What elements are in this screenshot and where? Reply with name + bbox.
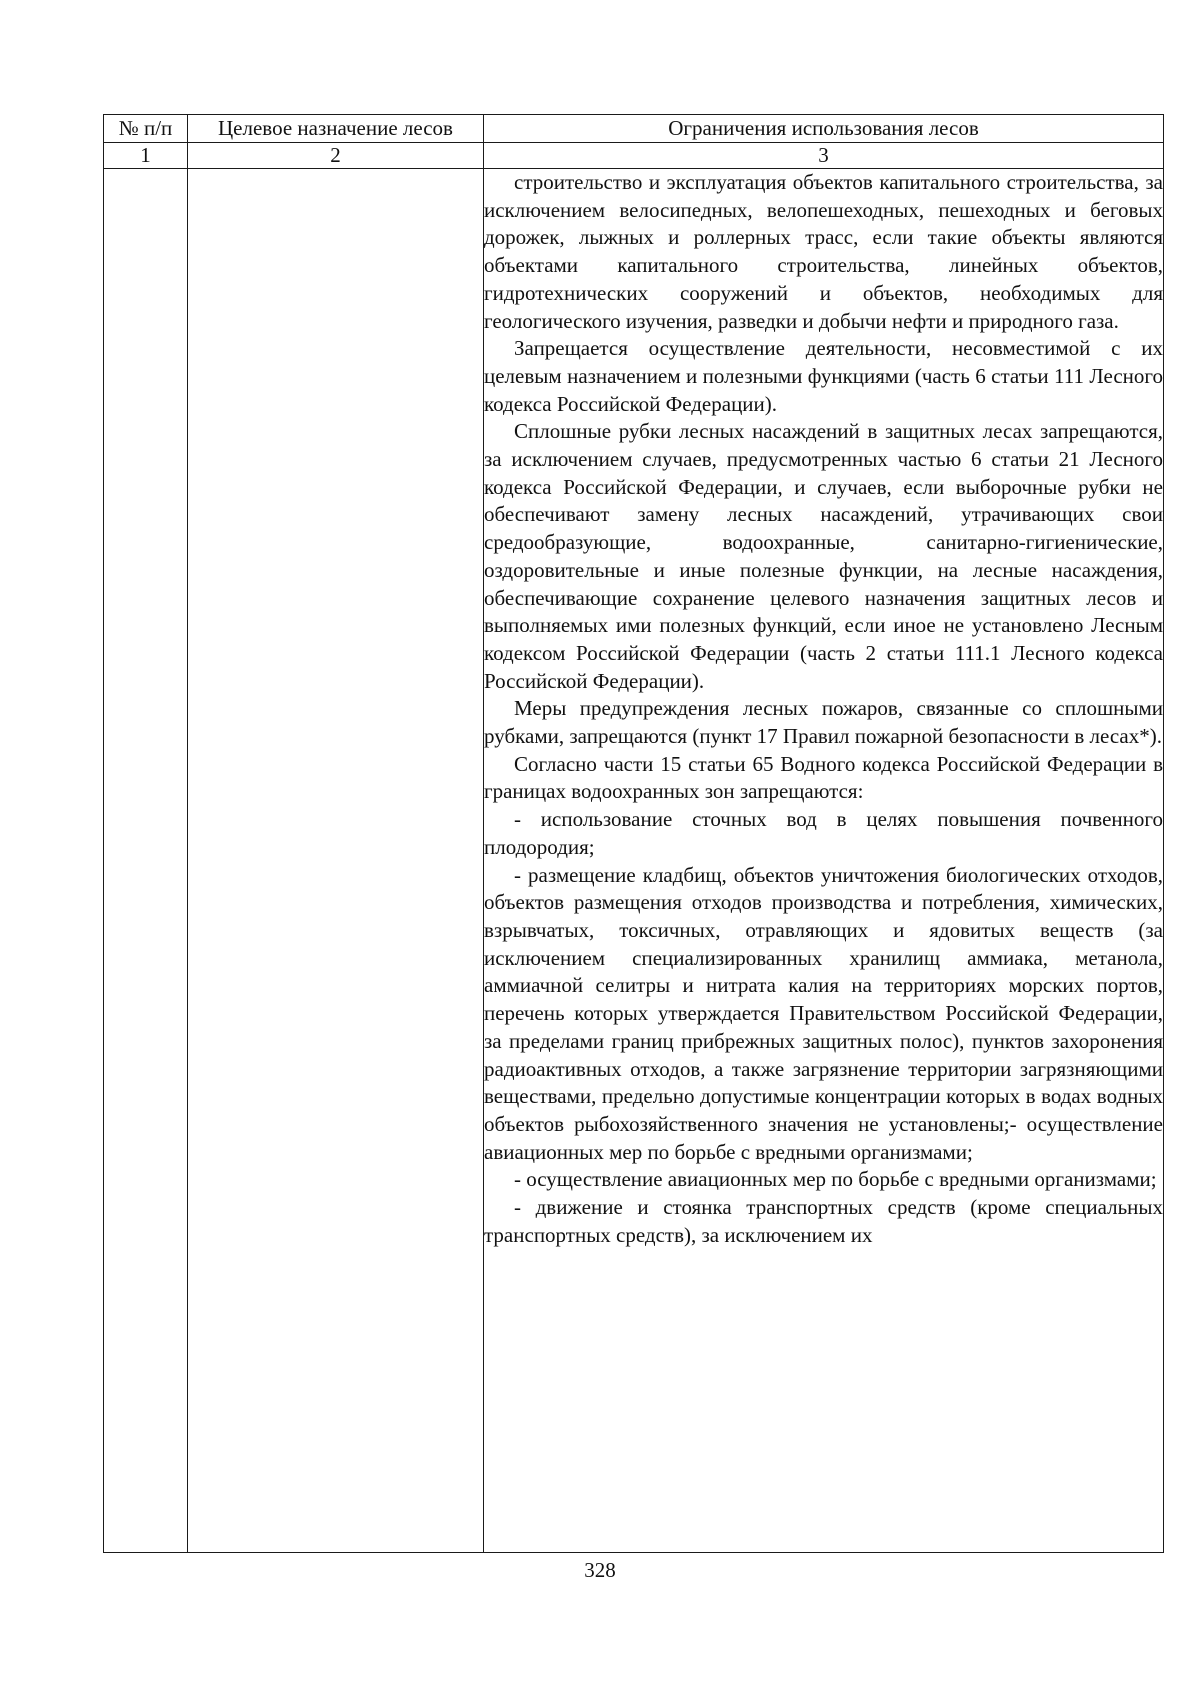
list-item: - движение и стоянка транспортных средств (кроме специальных транспортных средств), за исключением их bbox=[484, 1195, 1163, 1247]
header-forest-purpose: Целевое назначение лесов bbox=[188, 115, 484, 143]
table-header-row bbox=[104, 115, 1164, 143]
paragraph: Запрещается осуществление деятельности, несовместимой с их целевым назначением и полезными функциями (часть 6 статьи 111 Лесного кодекса Российской Федерации). bbox=[484, 336, 1163, 416]
row-purpose-cell bbox=[188, 169, 484, 1553]
paragraph: Сплошные рубки лесных насаждений в защитных лесах запрещаются, за исключением случаев, предусмотренных частью 6 статьи 21 Лесного кодекса Российской Федерации, и случаев, если выборочные рубки не обеспечивают замену лесных насаждений, утрачивающих свои средообразующие, водоохранные, санитарно-гигиенические, оздоровительные и иные полезные функции, на лесные насаждения, обеспечивающие сохранение целевого назначения защитных лесов и выполняемых ими полезных функций, если иное не установлено Лесным кодексом Российской Федерации (часть 2 статьи 111.1 Лесного кодекса Российской Федерации). bbox=[484, 419, 1163, 693]
column-number-row bbox=[104, 143, 1164, 169]
row-number-cell bbox=[104, 169, 188, 1553]
paragraph: Меры предупреждения лесных пожаров, связанные со сплошными рубками, запрещаются (пункт 17 Правил пожарной безопасности в лесах*). bbox=[484, 696, 1163, 749]
table-row bbox=[104, 169, 1164, 1553]
list-item: - осуществление авиационных мер по борьбе с вредными организмами; bbox=[514, 1167, 1157, 1192]
list-item: - использование сточных вод в целях повышения почвенного плодородия; bbox=[484, 807, 1163, 859]
regulation-table bbox=[103, 114, 1164, 1553]
page-number: 328 bbox=[584, 1558, 616, 1582]
list-item: - размещение кладбищ, объектов уничтожения биологических отходов, объектов размещения отходов производства и потребления, химических, взрывчатых, токсичных, отравляющих и ядовитых веществ (за исключением специализированных хранилищ аммиака, метанола, аммиачной селитры и нитрата калия на территориях морских портов, перечень которых утверждается Правительством Российской Федерации, за пределами границ прибрежных защитных полос), пунктов захоронения радиоактивных отходов, а также загрязнение территории загрязняющими веществами, предельно допустимые концентрации которых в водах водных объектов рыбохозяйственного значения не установлены;- осуществление авиационных мер по борьбе с вредными организмами; bbox=[484, 862, 1163, 1164]
header-usage-restrictions: Ограничения использования лесов bbox=[484, 115, 1164, 143]
column-number-1: 1 bbox=[104, 143, 188, 169]
paragraph: Согласно части 15 статьи 65 Водного кодекса Российской Федерации в границах водоохранных зон запрещаются: bbox=[484, 751, 1163, 804]
paragraph: строительство и эксплуатация объектов капитального строительства, за исключением велосипедных, велопешеходных, пешеходных и беговых дорожек, лыжных и роллерных трасс, если такие объекты являются объектами капитального строительства, линейных объектов, гидротехнических сооружений и объектов, необходимых для геологического изучения, разведки и добычи нефти и природного газа. bbox=[484, 170, 1163, 333]
row-restrictions-cell bbox=[484, 169, 1164, 1553]
column-number-2: 2 bbox=[188, 143, 484, 169]
column-number-3: 3 bbox=[484, 143, 1164, 169]
header-number: № п/п bbox=[104, 115, 188, 143]
